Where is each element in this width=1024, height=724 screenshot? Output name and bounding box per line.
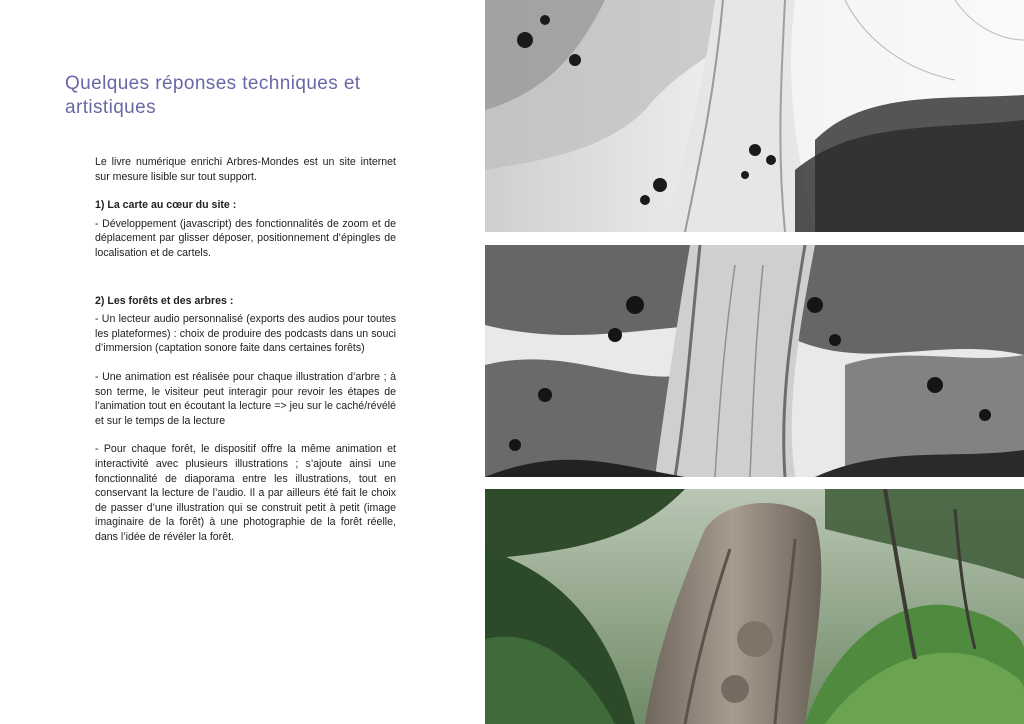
section2-paragraph-2: - Une animation est réalisée pour chaque illustration d’arbre ; à son terme, le visiteur peut interagir pour revoir les étapes de l’animation tout en écoutant la lecture => jeu sur le caché/révélé et sur le temps de la lecture [95,370,396,427]
illustration-stage-1 [485,0,1024,232]
forest-photograph [485,489,1024,724]
text-column [0,0,484,724]
illustration-stage-2 [485,245,1024,477]
ink-drawing-sketch [485,0,1024,232]
image-column [484,0,1024,724]
section2-heading: 2) Les forêts et des arbres : [95,294,234,307]
section1-text: - Développement (javascript) des fonctionnalités de zoom et de déplacement par glisser déposer, positionnement d’épingles de localisation et de cartels. [95,217,396,259]
ink-drawing-detailed [485,245,1024,477]
intro-paragraph: Le livre numérique enrichi Arbres-Mondes est un site internet sur mesure lisible sur tout support. [95,156,396,183]
body-text [95,155,396,558]
page-title: Quelques réponses techniques et artistiques [65,73,361,118]
section1-heading: 1) La carte au cœur du site : [95,199,237,212]
forest-photo-illustration [485,489,1024,724]
section2-paragraph-1: - Un lecteur audio personnalisé (exports des audios pour toutes les plateformes) : choix de produire des podcasts dans un souci d’immersion (captation sonore faite dans certaines forêts) [95,313,396,355]
section2-paragraph-3: - Pour chaque forêt, le dispositif offre la même animation et interactivité avec plusieurs illustrations ; s’ajoute ainsi une fonctionnalité de diaporama entre les illustrations, tout en conservant la lecture de l’audio. Il a par ailleurs été fait le choix de passer d’une illustration qui se construit petit à petit (image imaginaire de la forêt) à une photographie de la forêt réelle, dans l’idée de révéler la forêt. [95,443,396,543]
